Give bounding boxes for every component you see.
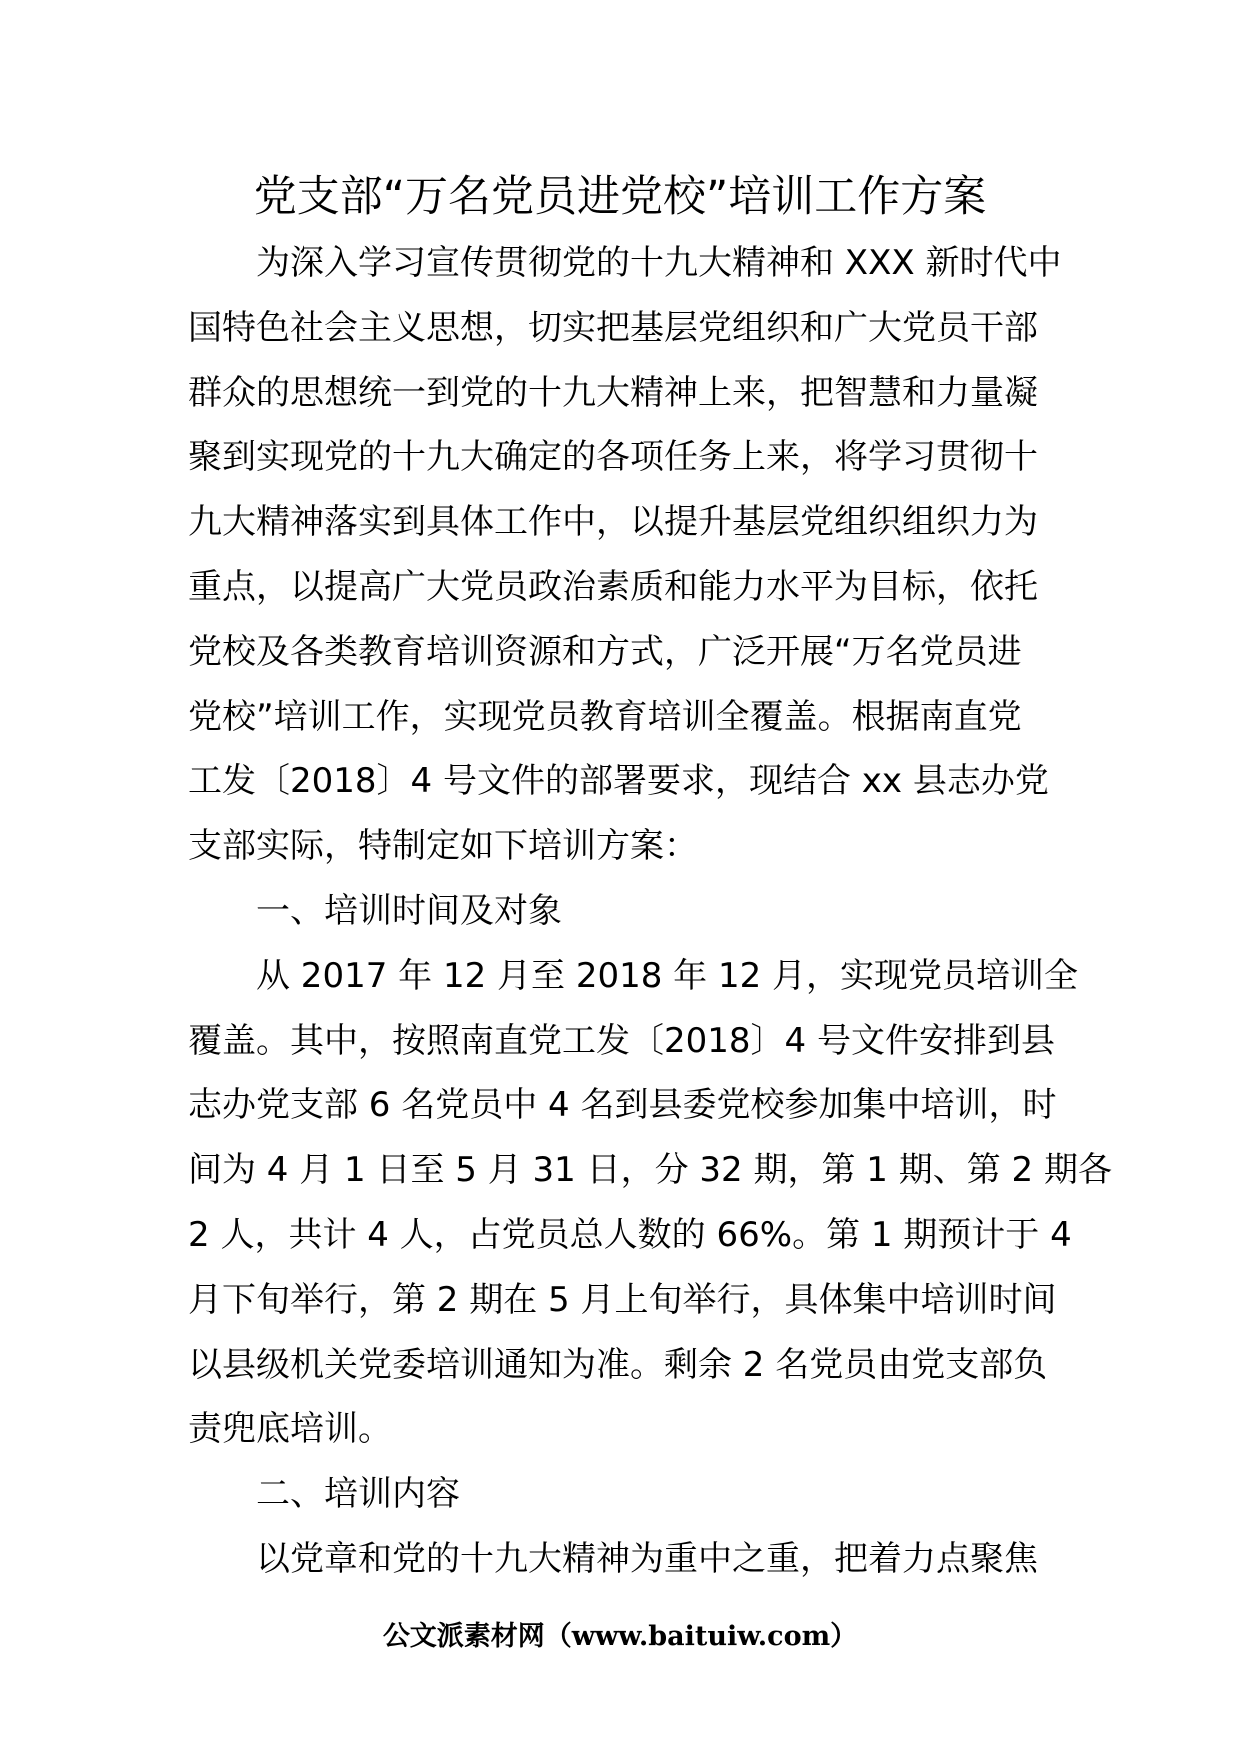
paragraph-line: 聚到实现党的十九大确定的各项任务上来，将学习贯彻十 — [188, 437, 1038, 478]
paragraph-line: 群众的思想统一到党的十九大精神上来，把智慧和力量凝 — [188, 372, 1038, 413]
document-title: 党支部“万名党员进党校”培训工作方案 — [253, 172, 987, 222]
paragraph-line: 工发〔2018〕4 号文件的部署要求，现结合 xx 县志办党 — [188, 761, 1049, 802]
paragraph-line: 以党章和党的十九大精神为重中之重，把着力点聚焦 — [256, 1538, 1038, 1579]
paragraph-line: 月下旬举行，第 2 期在 5 月上旬举行，具体集中培训时间 — [188, 1279, 1057, 1320]
footer-watermark: 公文派素材网（www.baituiw.com） — [382, 1621, 858, 1652]
paragraph-line: 志办党支部 6 名党员中 4 名到县委党校参加集中培训，时 — [188, 1085, 1057, 1126]
paragraph-line: 为深入学习宣传贯彻党的十九大精神和 XXX 新时代中 — [256, 243, 1062, 283]
paragraph-line: 国特色社会主义思想，切实把基层党组织和广大党员干部 — [188, 307, 1038, 348]
section-heading: 一、培训时间及对象 — [256, 890, 562, 931]
paragraph-line: 党校”培训工作，实现党员教育培训全覆盖。根据南直党 — [188, 696, 1022, 737]
paragraph-line: 以县级机关党委培训通知为准。剩余 2 名党员由党支部负 — [188, 1344, 1048, 1385]
paragraph-line: 重点，以提高广大党员政治素质和能力水平为目标，依托 — [188, 566, 1038, 607]
paragraph-line: 覆盖。其中，按照南直党工发〔2018〕4 号文件安排到县 — [188, 1020, 1055, 1061]
paragraph-line: 党校及各类教育培训资源和方式，广泛开展“万名党员进 — [188, 631, 1022, 672]
paragraph-line: 从 2017 年 12 月至 2018 年 12 月，实现党员培训全 — [256, 955, 1079, 996]
document-body — [188, 231, 1112, 1592]
paragraph-line: 责兜底培训。 — [188, 1409, 392, 1450]
paragraph-line: 支部实际，特制定如下培训方案： — [188, 826, 698, 867]
section-heading: 二、培训内容 — [256, 1474, 460, 1515]
paragraph-line: 2 人，共计 4 人，占党员总人数的 66%。第 1 期预计于 4 — [188, 1214, 1072, 1255]
paragraph-line: 间为 4 月 1 日至 5 月 31 日，分 32 期，第 1 期、第 2 期各 — [188, 1150, 1112, 1191]
paragraph-line: 九大精神落实到具体工作中，以提升基层党组织组织力为 — [188, 502, 1038, 543]
